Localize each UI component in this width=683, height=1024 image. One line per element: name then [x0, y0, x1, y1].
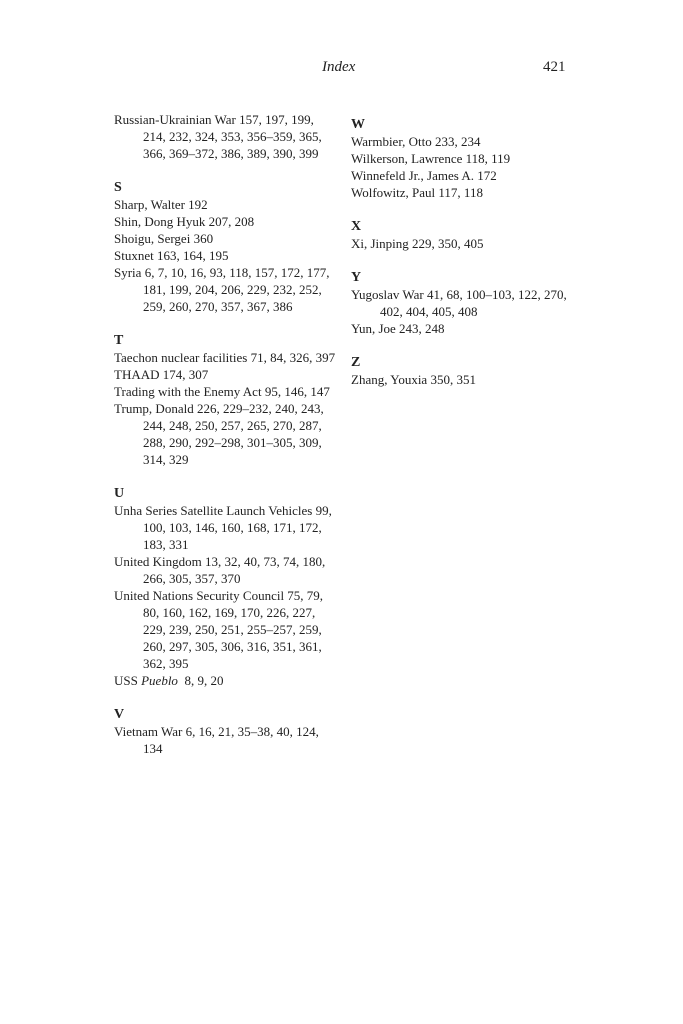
- index-entry: Xi, Jinping 229, 350, 405: [351, 236, 484, 251]
- index-entry: Zhang, Youxia 350, 351: [351, 372, 476, 387]
- index-entry: Yun, Joe 243, 248: [351, 321, 445, 336]
- index-entry: Syria 6, 7, 10, 16, 93, 118, 157, 172, 177, 181, 199, 204, 206, 229, 232, 252, 259, 260, 270, 357, 367, 386: [114, 265, 330, 314]
- section-letter: Z: [351, 355, 361, 370]
- index-entry: Trump, Donald 226, 229–232, 240, 243, 244, 248, 250, 257, 265, 270, 287, 288, 290, 292–298, 301–305, 309, 314, 329: [114, 401, 324, 467]
- section-letter: Y: [351, 270, 362, 285]
- index-section-w: [351, 116, 576, 201]
- index-entry: Yugoslav War 41, 68, 100–103, 122, 270, 402, 404, 405, 408: [351, 287, 567, 319]
- section-letter: T: [114, 333, 124, 348]
- index-entry: THAAD 174, 307: [114, 367, 209, 382]
- index-entry: Trading with the Enemy Act 95, 146, 147: [114, 384, 330, 399]
- section-letter: U: [114, 486, 125, 501]
- index-entry: Russian-Ukrainian War 157, 197, 199, 214, 232, 324, 353, 356–359, 365, 366, 369–372, 386, 389, 390, 399: [114, 112, 322, 161]
- page-number: 421: [543, 59, 566, 75]
- section-letter: V: [114, 707, 125, 722]
- section-letter: S: [114, 180, 122, 195]
- index-entry: Sharp, Walter 192: [114, 197, 208, 212]
- section-letter: W: [351, 117, 365, 132]
- section-letter: X: [351, 219, 362, 234]
- index-entry: Unha Series Satellite Launch Vehicles 99, 100, 103, 146, 160, 168, 171, 172, 183, 331: [114, 503, 332, 552]
- index-entry: Shin, Dong Hyuk 207, 208: [114, 214, 255, 229]
- index-section-u: [114, 485, 339, 689]
- index-entry: United Nations Security Council 75, 79, 80, 160, 162, 169, 170, 226, 227, 229, 239, 250, 251, 255–257, 259, 260, 297, 305, 306, 316, 351, 361, 362, 395: [114, 588, 324, 671]
- index-section-x: [351, 218, 576, 252]
- index-entry: Wolfowitz, Paul 117, 118: [351, 185, 483, 200]
- index-entry: Winnefeld Jr., James A. 172: [351, 168, 497, 183]
- index-entry: Taechon nuclear facilities 71, 84, 326, 397: [114, 350, 336, 365]
- index-entry: United Kingdom 13, 32, 40, 73, 74, 180, 266, 305, 357, 370: [114, 554, 326, 586]
- index-section-z: [351, 354, 576, 388]
- index-section-y: [351, 269, 576, 337]
- index-entry: Vietnam War 6, 16, 21, 35–38, 40, 124, 134: [114, 724, 319, 756]
- index-section-r-continued: [114, 111, 339, 162]
- index-entry: Stuxnet 163, 164, 195: [114, 248, 229, 263]
- index-entry: Shoigu, Sergei 360: [114, 231, 214, 246]
- index-entry-uss-pueblo: USS Pueblo 8, 9, 20: [114, 673, 224, 688]
- running-header-title: Index: [322, 59, 356, 75]
- index-section-s: [114, 179, 339, 315]
- index-column-left: [114, 111, 339, 774]
- index-entry: Warmbier, Otto 233, 234: [351, 134, 481, 149]
- index-column-right: [351, 116, 576, 405]
- index-section-t: [114, 332, 339, 468]
- index-section-v: [114, 706, 339, 757]
- index-entry: Wilkerson, Lawrence 118, 119: [351, 151, 511, 166]
